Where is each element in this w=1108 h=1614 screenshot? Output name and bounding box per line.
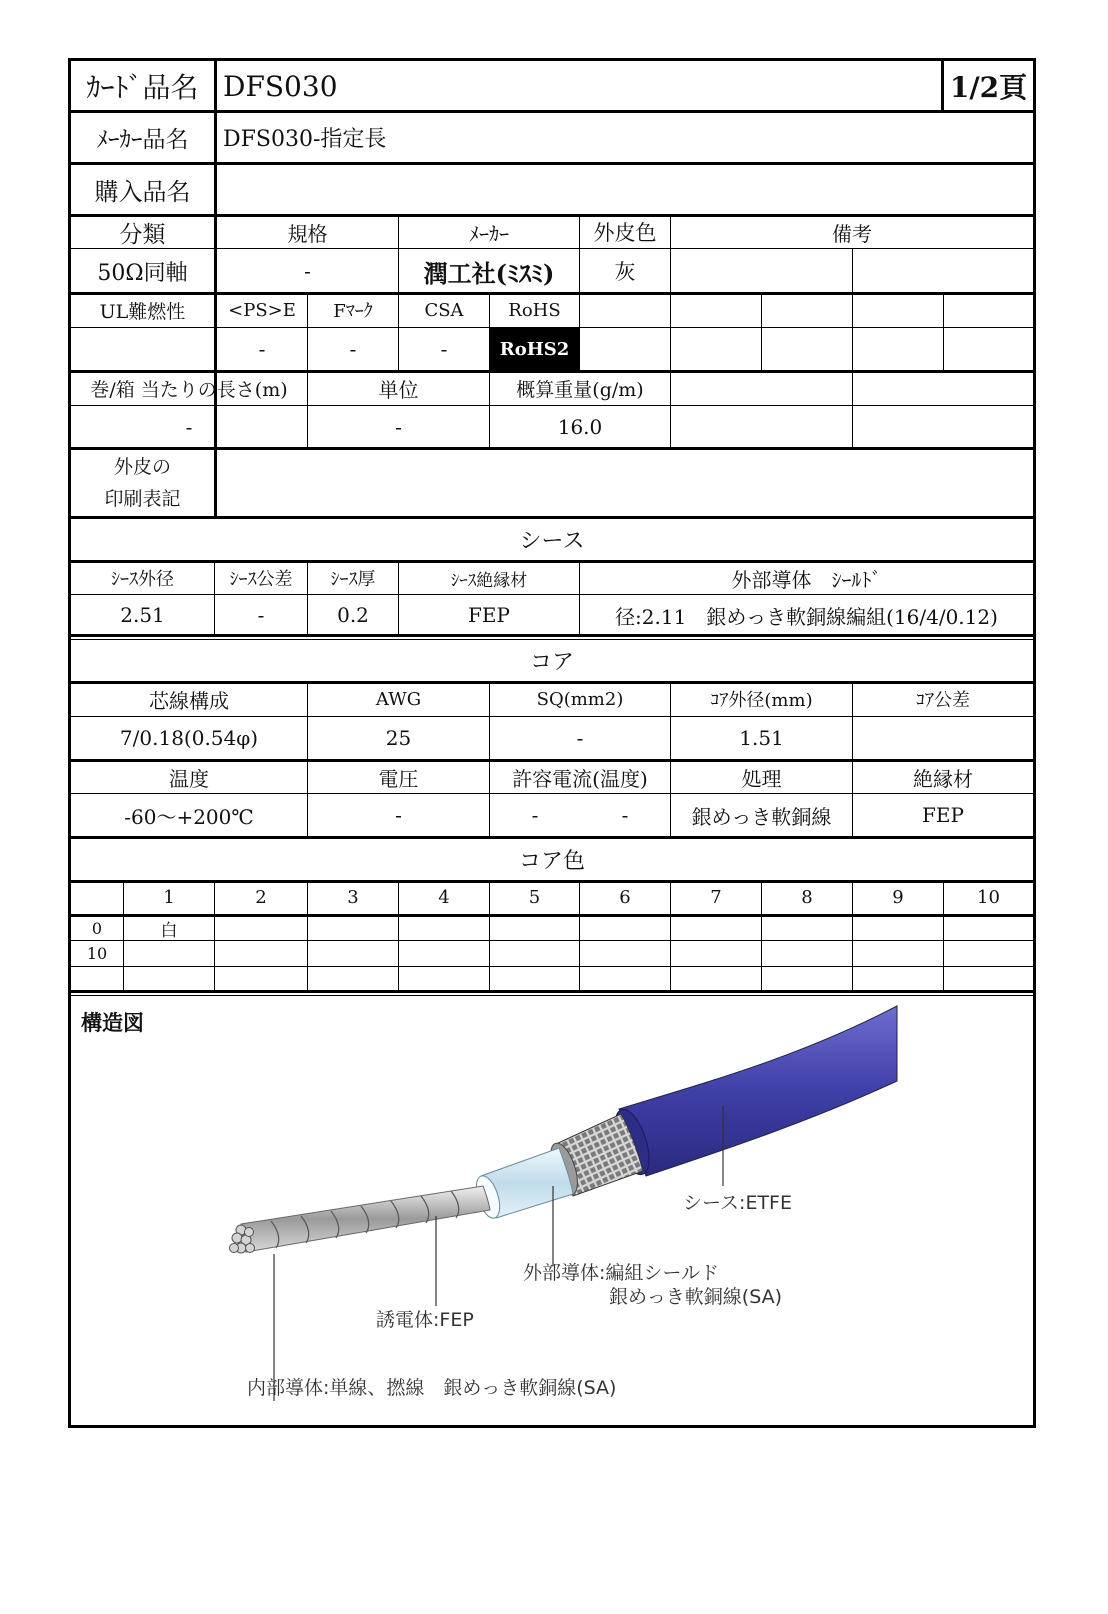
purchase-label: 購入品名 [94,177,191,206]
maker-header: ﾒｰｶｰ [469,221,509,246]
core-od-value: 1.51 [739,726,784,750]
sheath-od-header: ｼｰｽ外径 [111,569,174,590]
sq-value: - [576,726,584,750]
current-value: - [531,803,539,827]
core-color-cell: 白 [160,920,178,940]
card-name-label: ｶｰﾄﾞ品名 [86,71,199,104]
col-header-1: 1 [163,887,175,908]
sheath-insulation-value: FEP [468,603,510,627]
col-header-10: 10 [977,887,1000,908]
weight-header: 概算重量(g/m) [516,378,644,401]
unit-header: 単位 [378,377,419,402]
print-label-line1: 外皮の [113,455,171,478]
sq-header: SQ(mm2) [536,688,624,710]
standard-header: 規格 [287,221,328,246]
treatment-value: 銀めっき軟銅線 [691,804,832,829]
row-header-0: 0 [91,918,103,938]
inner-conductor-label: 内部導体:単線、撚線 銀めっき軟銅線(SA) [247,1377,617,1399]
card-name-value: DFS030 [223,69,338,103]
current-header: 許容電流(温度) [512,766,648,791]
col-header-9: 9 [892,887,904,908]
current-temp-value: - [621,803,629,827]
f-mark-header: Fﾏｰｸ [333,301,373,322]
col-header-8: 8 [801,887,813,908]
awg-value: 25 [385,726,412,750]
core-tolerance-header: ｺｱ公差 [916,690,970,711]
jacket-color-value: 灰 [614,260,636,284]
purchase-value [217,163,1033,215]
sheath-tolerance-value: - [257,603,265,627]
classification-value: 50Ω同軸 [97,260,188,286]
rohs-header: RoHS [508,299,561,321]
classification-header: 分類 [119,221,166,248]
sheath-tolerance-header: ｼｰｽ公差 [229,569,293,590]
rohs-badge: RoHS2 [490,328,579,370]
outer-conductor-label-1: 外部導体:編組シールド [523,1262,720,1284]
maker-value: 潤工社(ﾐｽﾐ) [423,258,555,288]
csa-value: - [440,337,448,361]
col-header-5: 5 [528,887,541,908]
insulation-value: FEP [922,803,964,827]
voltage-value: - [395,803,402,827]
dielectric-label: 誘電体:FEP [376,1309,474,1331]
remarks-header: 備考 [832,221,872,246]
awg-header: AWG [375,688,422,710]
length-value: - [185,415,193,439]
length-header: 巻/箱 当たりの長さ(m) [90,378,288,401]
print-label [71,449,214,516]
diagram-title: 構造図 [81,1011,144,1035]
col-header-4: 4 [438,887,450,908]
cable-diagram [71,996,1033,1426]
core-color-title: コア色 [518,848,585,874]
core-od-header: ｺｱ外径(mm) [710,690,813,711]
conductor-strand-ends [230,1225,255,1253]
temperature-value: -60～+200℃ [124,804,254,829]
pse-value: - [258,337,266,361]
maker-part-value: DFS030-指定長 [223,126,387,152]
weight-value: 16.0 [557,415,603,439]
sheath-od-value: 2.51 [120,603,165,627]
f-mark-value: - [349,337,357,361]
core-tolerance-value [853,717,1033,759]
row-header-10: 10 [86,944,108,963]
temperature-header: 温度 [169,766,209,791]
page-number: 1/2頁 [949,71,1028,104]
maker-part-label: ﾒｰｶｰ品名 [96,126,189,153]
sheath-label: シース:ETFE [683,1192,792,1214]
outer-conductor-value: 径:2.11 銀めっき軟銅線編組(16/4/0.12) [615,604,998,629]
sheath-section-title: シース [519,528,585,554]
col-header-3: 3 [347,887,359,908]
voltage-header: 電圧 [378,766,419,791]
sheath-thickness-header: ｼｰｽ厚 [330,569,376,590]
outer-conductor-label-2: 銀めっき軟銅線(SA) [609,1286,783,1308]
print-label-line2: 印刷表記 [104,487,181,510]
spec-sheet [68,58,1036,1428]
pse-header: <PS>E [228,299,296,321]
unit-value: - [395,415,402,439]
csa-header: CSA [424,299,464,321]
col-header-6: 6 [619,887,631,908]
col-header-2: 2 [255,887,267,908]
sheath-insulation-header: ｼｰｽ絶縁材 [450,570,528,591]
ul-flame-header: UL難燃性 [99,300,186,323]
insulation-header: 絶縁材 [913,766,973,791]
conductor-construction-value: 7/0.18(0.54φ) [119,726,259,750]
core-section-title: コア [529,650,574,675]
jacket-color-header: 外皮色 [593,221,657,245]
sheath-thickness-value: 0.2 [337,603,369,627]
standard-value: - [304,259,311,283]
treatment-header: 処理 [741,766,782,791]
col-header-7: 7 [710,887,722,908]
sheath-jacket [619,1006,897,1176]
outer-conductor-header: 外部導体 ｼｰﾙﾄﾞ [731,567,882,592]
conductor-construction-header: 芯線構成 [149,688,229,713]
